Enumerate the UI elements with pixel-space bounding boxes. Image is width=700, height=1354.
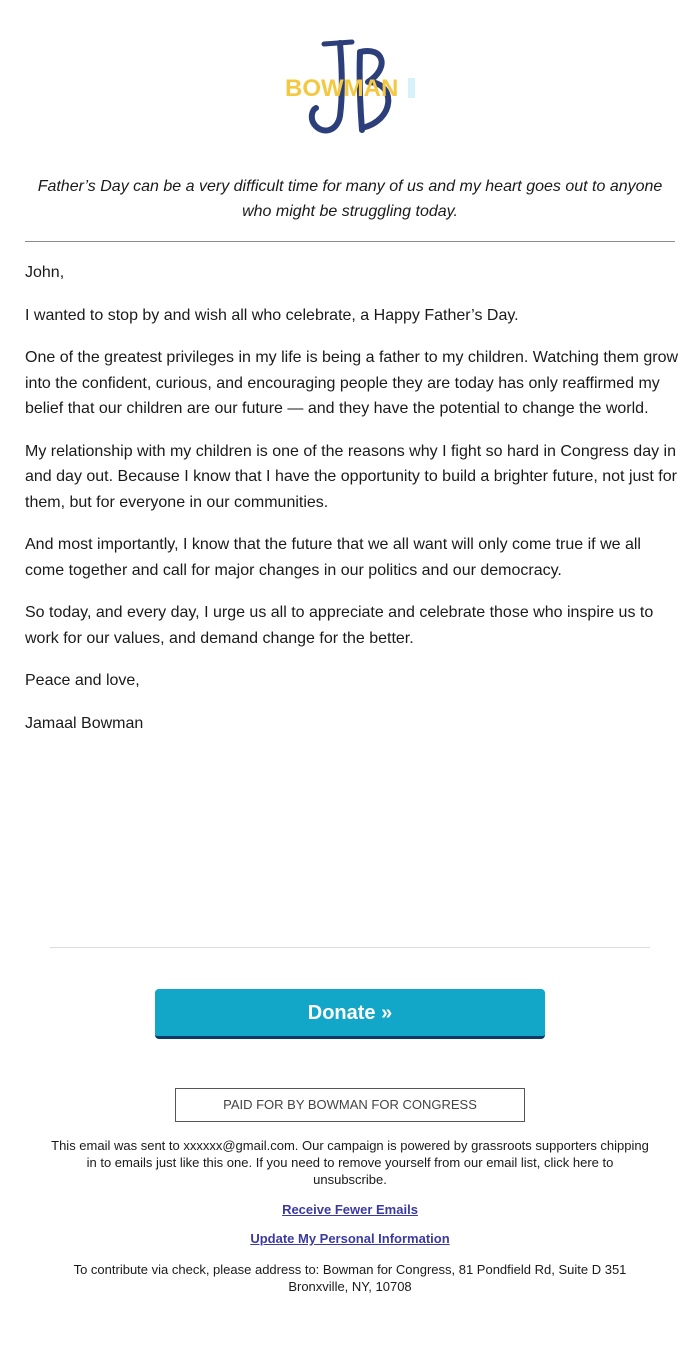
paid-for-disclaimer: PAID FOR BY BOWMAN FOR CONGRESS <box>175 1088 525 1122</box>
check-address: To contribute via check, please address to: Bowman for Congress, 81 Pondfield Rd, Suite D 351 Bronxville, NY, 10708 <box>73 1262 627 1294</box>
sent-notice: This email was sent to xxxxxx@gmail.com. Our campaign is powered by grassroots supporters chipping in to emails just like this one. If you need to remove yourself from our email list, click here to unsubscribe. <box>51 1138 649 1187</box>
letter-signature: Jamaal Bowman <box>25 714 144 732</box>
letter-paragraph: So today, and every day, I urge us all to appreciate and celebrate those who inspire us to work for our values, and demand change for the better. <box>25 604 654 647</box>
letter-paragraph: My relationship with my children is one of the reasons why I fight so hard in Congress day in and day out. Because I know that I have the opportunity to build a brighter future, not just for them, but for everyone in our communities. <box>25 442 677 511</box>
bottom-divider <box>50 947 650 948</box>
donate-button[interactable]: Donate » <box>155 989 545 1039</box>
letter-closing: Peace and love, <box>25 672 140 689</box>
intro-message: Father’s Day can be a very difficult time for many of us and my heart goes out to anyone who might be struggling today. <box>37 178 663 220</box>
letter-body <box>25 260 681 753</box>
header-logo <box>0 38 700 138</box>
update-personal-info-link[interactable]: Update My Personal Information <box>250 1231 450 1246</box>
logo-brand-text: BOWMAN <box>285 75 399 102</box>
receive-fewer-emails-link[interactable]: Receive Fewer Emails <box>282 1202 418 1217</box>
letter-paragraph: I wanted to stop by and wish all who celebrate, a Happy Father’s Day. <box>25 306 519 324</box>
letter-paragraph: And most importantly, I know that the future that we all want will only come true if we all come together and call for major changes in our politics and our democracy. <box>25 536 641 579</box>
letter-paragraph: One of the greatest privileges in my life is being a father to my children. Watching them grow into the confident, curious, and encouraging people they are today has only reaffirmed my belief that our children are our future — and they have the potential to change the world. <box>25 349 679 417</box>
top-divider <box>25 241 675 242</box>
bowman-jb-logo <box>280 38 420 138</box>
letter-greeting: John, <box>25 264 65 281</box>
